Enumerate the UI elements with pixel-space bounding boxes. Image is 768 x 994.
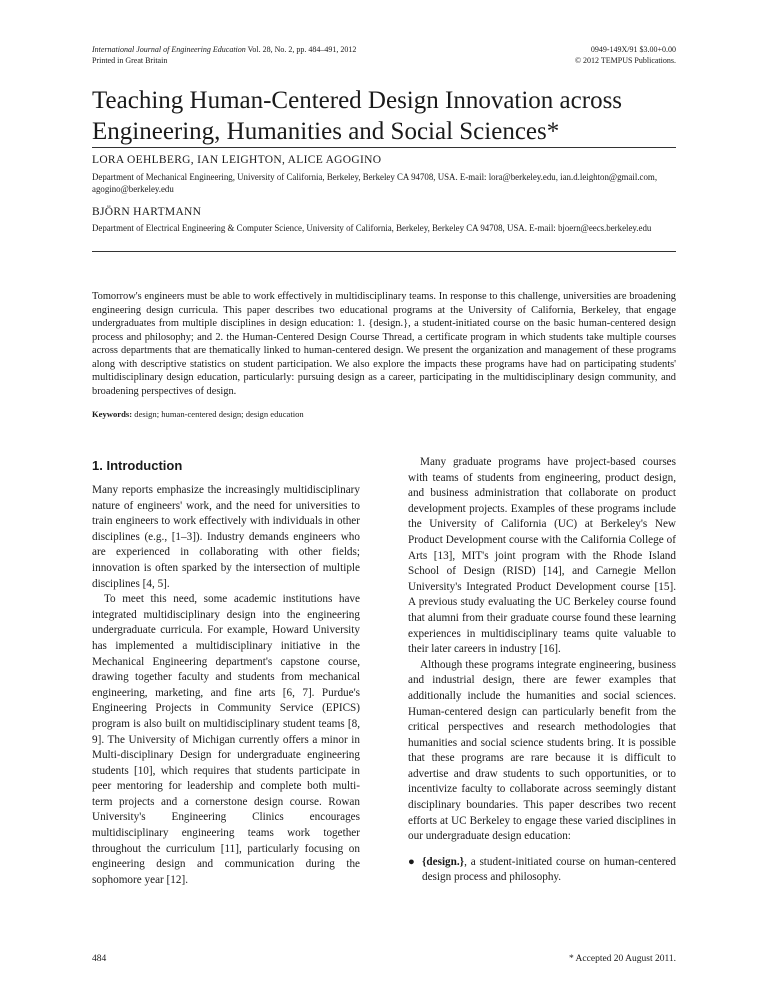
issn-price: 0949-149X/91 $3.00+0.00 [590, 45, 676, 54]
footnote: * Accepted 20 August 2011. [568, 954, 676, 964]
keywords-line [92, 409, 304, 420]
running-header-right [575, 45, 676, 66]
running-header-left [92, 45, 356, 66]
authors-group-1: LORA OEHLBERG, IAN LEIGHTON, ALICE AGOGINO [92, 154, 382, 166]
affiliation-2: Department of Electrical Engineering & Computer Science, University of California, Berkeley, Berkeley CA 94708, USA. E-mail: bjoern@eecs.berkeley.edu [92, 223, 652, 233]
affiliation-rule [92, 251, 676, 252]
left-column [92, 455, 360, 888]
bullet-text: , a student-initiated course on human-centered design process and philosophy. [422, 855, 676, 884]
journal-name: International Journal of Engineering Education [92, 45, 246, 54]
body-paragraph: Many reports emphasize the increasingly multidisciplinary nature of engineers' work, and the need for universities to train engineers to work effectively with individuals in other disciplines (e.g., [1–3]). Industry demands engineers who are experienced in collaborating with other fields; innovation is often sparked by the intersection of multiple disciplines [4, 5]. [92, 484, 360, 590]
affiliation-1: Department of Mechanical Engineering, University of California, Berkeley, Berkeley CA 94708, USA. E-mail: lora@berkeley.edu, ian.d.leighton@gmail.com, agogino@berkeley.edu [92, 172, 658, 194]
keywords-text: design; human-centered design; design education [134, 409, 304, 419]
bullet-item [408, 855, 676, 886]
abstract: Tomorrow's engineers must be able to work effectively in multidisciplinary teams. In response to this challenge, universities are broadening engineering design curricula. This paper describes two educational programs at the University of California, Berkeley, that engage undergraduates from multiple disciplines in design education: 1. {design.}, a student-initiated course on the basic human-centered design process and philosophy; and 2. the Human-Centered Design Course Thread, a certificate program in which students take multiple courses across departments that are thematically linked to human-centered design. We present the organization and management of these programs along with descriptive statistics on student participation. We also explore the impacts these programs have had on participating students' multidisciplinary design education, particularly: pursuing design as a career, participating in the multidisciplinary design community, and broadening perspectives of design. [92, 291, 676, 397]
printed-in: Printed in Great Britain [92, 55, 168, 65]
paper-title: Teaching Human-Centered Design Innovation across Engineering, Humanities and Social Sciences* [92, 87, 623, 145]
right-column [408, 455, 676, 886]
page-number: 484 [92, 954, 107, 964]
authors-group-2: BJÖRN HARTMANN [92, 206, 202, 218]
body-paragraph: Many graduate programs have project-based courses with teams of students from engineering, product design, and business administration that collaborate on product development projects. Examples of these programs include the University of California (UC) at Berkeley's New Product Development course with the California College of Arts [13], MIT's joint program with the Rhode Island School of Design (RISD) [14], and Carnegie Mellon University's Integrated Product Development course [15]. A previous study evaluating the UC Berkeley course found that alumni from their graduate course found these learning experiences in multidisciplinary teams quite valuable to their later careers in industry [16]. [408, 456, 676, 656]
body-paragraph: Although these programs integrate engineering, business and industrial design, there are fewer examples that additionally include the humanities and social sciences. Human-centered design can particularly benefit from the critical perspectives and research methodologies that humanities and social science students bring. It is possible that these programs are rare because it is difficult to advertise and draw students to such opportunities, or to incentivize faculty to collaborate across seemingly distant disciplinary boundaries. This paper describes two recent efforts at UC Berkeley to engage these varied disciplines in our undergraduate design education: [408, 658, 676, 843]
section-heading: 1. Introduction [92, 458, 183, 473]
bullet-icon: ● [408, 855, 415, 868]
copyright: © 2012 TEMPUS Publications. [574, 55, 676, 65]
body-paragraph: To meet this need, some academic institutions have integrated multidisciplinary design into the engineering undergraduate curricula. For example, Howard University has implemented a multidisciplinary initiative in the Mechanical Engineering department's capstone course, drawing together faculty and students from mechanical engineering, marketing, and fine arts [6, 7]. Purdue's Engineering Projects in Community Service (EPICS) program is also built on multidisciplinary student teams [8, 9]. The University of Michigan currently offers a minor in Multi-disciplinary Design for undergraduate engineering students [10], which requires that students participate in peer mentoring for leadership and complete both multi-term projects and a cornerstone design course. Rowan University's Engineering Clinics encourages multidisciplinary engineering teams work together throughout the curriculum [11], particularly focusing on engineering design and communication during the sophomore year [12]. [92, 593, 360, 886]
bullet-lead: {design.} [422, 855, 465, 868]
volume-pages: Vol. 28, No. 2, pp. 484–491, 2012 [247, 45, 357, 54]
title-rule [92, 147, 676, 148]
keywords-label: Keywords: [92, 409, 133, 419]
